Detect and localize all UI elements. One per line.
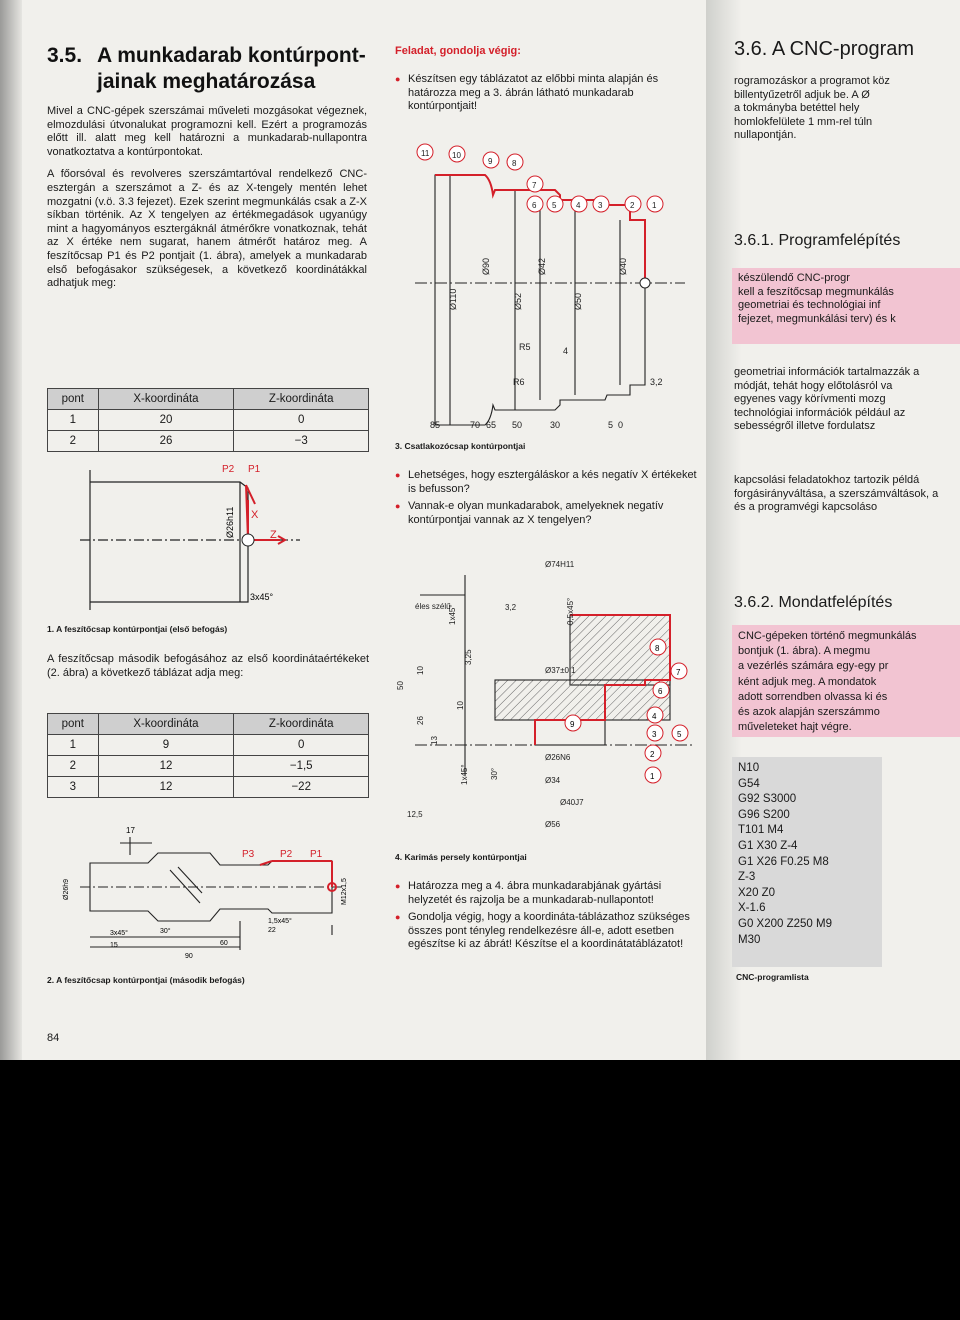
code-line: G1 X30 Z-4 [738, 839, 798, 852]
fig4-label-50: 50 [396, 681, 405, 690]
code-line: X-1.6 [738, 902, 766, 915]
paragraph-1: Mivel a CNC-gépek szerszámai műveleti mozgásokat végeznek, elmozdulási útvonalukat programozni kell. Ezért a programozás előtt ill. alatt meg kell határozni a munkadarab-nullapontra vonatkoztatva a kontúrpontokat. [47, 105, 367, 158]
fig4-point-8: 8 [655, 644, 660, 653]
fig4-label-30deg: 30° [490, 767, 499, 780]
table-row [48, 756, 369, 777]
fig4-label-26n6: Ø26N6 [545, 753, 571, 762]
figure-1-caption: 1. A feszítőcsap kontúrpontjai (első befogás) [47, 624, 228, 634]
fig3-point-2: 2 [630, 201, 635, 210]
fig3-dia-42: Ø42 [537, 257, 547, 275]
section-heading [47, 43, 367, 95]
code-line: G54 [738, 777, 760, 790]
table-cell: 12 [98, 777, 234, 798]
text-line: műveleteket hajt végre. [738, 721, 852, 734]
fig4-label-74h11: Ø74H11 [545, 560, 575, 569]
fig4-label-34: Ø34 [545, 776, 561, 785]
task-list-1 [395, 73, 705, 114]
fig2-dim-90: 90 [185, 953, 193, 960]
table-cell: 2 [48, 431, 99, 452]
right-page [706, 0, 960, 1060]
text-line: adott sorrendben olvassa ki és [738, 690, 888, 703]
fig2-dim-30deg: 30° [160, 928, 171, 935]
fig4-point-1: 1 [650, 772, 655, 781]
table1-header-x: X-koordináta [98, 389, 234, 410]
text-line: nullapontján. [734, 129, 797, 142]
list-item: ● Készítsen egy táblázatot az előbbi minta alapján és határozza meg a 3. ábrán látható munkadarab kontúrpontjait! [395, 73, 705, 114]
fig3-point-3: 3 [598, 201, 603, 210]
fig3-point-10: 10 [452, 151, 461, 160]
text-line: kapcsolási feladatokhoz tartozik példá [734, 474, 920, 486]
text-line: geometriai és technológiai inf [738, 299, 881, 312]
text-line: kell a feszítőcsap megmunkálás [738, 285, 894, 298]
figure-3-drawing [395, 140, 705, 430]
fig4-edge-label: éles szélű [415, 602, 451, 611]
text-line: ként adjuk meg. A mondatok [738, 675, 877, 688]
fig4-label-chamfer-1b: 1x45° [460, 764, 469, 785]
heading-line-2: jainak meghatározása [97, 70, 316, 93]
table-cell: 2 [48, 756, 99, 777]
text-line: bontjuk (1. ábra). A megmu [738, 645, 871, 658]
table2-header-z: Z-koordináta [234, 714, 369, 735]
coordinate-table-2 [47, 713, 369, 798]
text-line: forgásirányváltása, a szerszámváltások, a [734, 487, 939, 500]
table-cell: 0 [234, 735, 369, 756]
text-line: a vezérlés számára egy-egy pr [738, 660, 889, 673]
paragraph-2: A főorsóval és revolveres szerszámtartóval rendelkező CNC-esztergán a szerszámot a Z- és az X-tengely mentén lehet mozgatni (v.ö. 3.3 fejezet). Ezek szerint megmunkálás csak a Z-X síkban történik. Az X tengelyen az értékmegadások ugyanúgy mint a hagyományos esztergáknál átmérőkre vonatkoznak, tehát az X értéke nem sugarat, hanem átmérőt határoz meg. A feszítőcsap P1 és P2 pontjait (1. ábra), amelyek a munkadarab első befogásakor szükségesek, a következő koordinátákkal adhatjuk meg: [47, 168, 367, 290]
fig3-point-8: 8 [512, 159, 517, 168]
fig4-label-125: 12,5 [407, 810, 423, 819]
fig4-point-9: 9 [570, 720, 575, 729]
fig3-dim-70: 70 [470, 420, 481, 430]
code-line: Z-3 [738, 871, 756, 884]
coordinate-table-1 [47, 388, 369, 452]
table2-header-x: X-koordináta [98, 714, 234, 735]
table-cell: 3 [48, 777, 99, 798]
fig3-dia-52: Ø52 [513, 292, 523, 310]
right-subheading-1: 3.6.1. Programfelépítés [734, 232, 901, 249]
fig3-dia-40: Ø40 [618, 257, 628, 275]
code-line: G1 X26 F0.25 M8 [738, 855, 829, 868]
right-info-text [734, 366, 919, 434]
text-line: és a programvégi kapcsoláso [734, 501, 878, 514]
table1-header-z: Z-koordináta [234, 389, 369, 410]
fig4-point-4: 4 [652, 712, 657, 721]
page-number: 84 [47, 1032, 60, 1044]
fig3-dim-0: 0 [618, 420, 624, 430]
code-line: T101 M4 [738, 824, 784, 837]
left-column [47, 43, 367, 291]
table-row [48, 735, 369, 756]
table-cell: 26 [98, 431, 234, 452]
fig4-label-13: 13 [430, 736, 439, 745]
fig3-dim-5: 5 [608, 420, 614, 430]
fig3-point-11: 11 [421, 149, 430, 158]
fig4-point-7: 7 [676, 668, 681, 677]
fig4-label-roughness: 3,2 [505, 603, 517, 612]
fig4-label-325: 3,25 [464, 649, 473, 665]
fig1-p1-label: P1 [248, 464, 261, 475]
figure-3-caption: 3. Csatlakozócsap kontúrpontjai [395, 441, 526, 451]
table-cell: 1 [48, 410, 99, 431]
text-line: sebességről illetve fordulatsz [734, 420, 876, 433]
fig1-chamfer-label: 3x45° [250, 592, 274, 602]
fig2-dim-17: 17 [126, 826, 135, 835]
table-cell: −3 [234, 431, 369, 452]
text-line: billentyűzetről adjuk be. A Ø [734, 88, 870, 101]
list-item: ● Gondolja végig, hogy a koordináta-táblázathoz szükséges összes pont tényleg rendelkezésre áll-e, adott esetben egészítse ki az ábrát! Készítse el a koordinátatáblázatot! [395, 911, 705, 952]
figure-4-drawing [395, 555, 705, 855]
table2-header-pont: pont [48, 714, 99, 735]
fig3-dia-50: Ø50 [573, 292, 583, 310]
list-item: ● Lehetséges, hogy esztergáláskor a kés negatív X értékeket is befusson? [395, 469, 705, 496]
fig1-x-axis-label: X [251, 509, 259, 521]
task-title: Feladat, gondolja végig: [395, 45, 521, 57]
fig2-thread-label: M12x1,5 [341, 878, 348, 905]
fig4-label-37: Ø37±0,1 [545, 666, 576, 675]
fig4-label-chamfer-1: 1x45° [448, 604, 457, 625]
fig4-label-40j7: Ø40J7 [560, 798, 584, 807]
table-cell: −1,5 [234, 756, 369, 777]
text-line: CNC-gépeken történő megmunkálás [738, 630, 917, 642]
fig2-p1-label: P1 [310, 849, 323, 860]
fig4-point-2: 2 [650, 750, 655, 759]
page-gutter-shadow [0, 0, 22, 1060]
code-line: X20 Z0 [738, 886, 776, 899]
fig3-point-1: 1 [652, 201, 657, 210]
code-line: G96 S200 [738, 808, 790, 821]
table-row [48, 777, 369, 798]
figure-4-caption: 4. Karimás persely kontúrpontjai [395, 852, 527, 862]
figure-1-drawing [40, 460, 370, 620]
code-line: M30 [738, 933, 761, 946]
right-switch-text [734, 474, 938, 515]
fig3-dim-30: 30 [550, 420, 561, 430]
table-cell: −22 [234, 777, 369, 798]
fig2-diameter-left: Ø26h9 [63, 878, 70, 900]
right-intro [734, 75, 890, 143]
table1-header-pont: pont [48, 389, 99, 410]
code-line: G92 S3000 [738, 793, 797, 806]
right-pink-text-2 [738, 629, 917, 735]
fig3-radius-r6: R6 [513, 377, 525, 387]
table-cell: 0 [234, 410, 369, 431]
fig2-dim-22: 22 [268, 927, 276, 934]
fig4-label-56: Ø56 [545, 820, 561, 829]
table-row [48, 410, 369, 431]
fig3-point-6: 6 [532, 201, 537, 210]
fig4-label-chamfer-05: 0,5x45° [566, 597, 575, 625]
fig3-radius-r5: R5 [519, 342, 531, 352]
fig4-label-10-b: 10 [456, 701, 465, 710]
text-line: készülendő CNC-progr [738, 272, 850, 284]
fig2-dim-60: 60 [220, 940, 228, 947]
text-line: technológiai információk például az [734, 406, 906, 419]
fig1-z-axis-label: Z [270, 529, 277, 541]
fig3-point-5: 5 [552, 201, 557, 210]
fig4-point-3: 3 [652, 730, 657, 739]
fig2-p2-label: P2 [280, 849, 293, 860]
fig3-dim-50: 50 [512, 420, 523, 430]
table-row [48, 431, 369, 452]
right-heading: 3.6. A CNC-program [734, 38, 915, 60]
fig3-bottom-dimensions [430, 420, 670, 432]
fig3-point-9: 9 [488, 157, 493, 166]
fig3-point-markers [417, 144, 663, 212]
text-line: egyenes vagy körívmenti mozg [734, 393, 886, 406]
cnc-program-caption: CNC-programlista [736, 972, 809, 982]
fig2-dim-15: 15 [110, 942, 118, 949]
heading-line-1: A munkadarab kontúrpont- [97, 44, 366, 67]
fig4-label-26: 26 [416, 716, 425, 725]
fig2-p3-label: P3 [242, 849, 255, 860]
table-cell: 12 [98, 756, 234, 777]
list-item: ● Határozza meg a 4. ábra munkadarabjának gyártási helyzetét és rajzolja be a munkadarab-nullapontot! [395, 880, 705, 907]
fig4-point-6: 6 [658, 687, 663, 696]
fig3-dim-4: 4 [563, 346, 569, 356]
text-line: a tokmányba betéttel hely [734, 102, 860, 115]
code-line: G0 X200 Z250 M9 [738, 917, 832, 930]
right-pink-text-1 [738, 272, 896, 326]
table-cell: 1 [48, 735, 99, 756]
code-line: N10 [738, 762, 760, 774]
fig2-chamfer-2: 1,5x45° [268, 918, 292, 925]
figure-2-caption: 2. A feszítőcsap kontúrpontjai (második befogás) [47, 975, 245, 985]
table-cell: 9 [98, 735, 234, 756]
task-list-2 [395, 469, 705, 527]
fig1-p2-label: P2 [222, 464, 235, 475]
fig3-dia-110: Ø110 [448, 288, 458, 310]
cnc-program-listing [732, 757, 882, 967]
table-cell: 20 [98, 410, 234, 431]
list-item: ● Vannak-e olyan munkadarabok, amelyeknek negatív kontúrpontjai vannak az X tengelyen? [395, 500, 705, 527]
fig4-point-5: 5 [677, 730, 682, 739]
text-line: homlokfelülete 1 mm-rel túln [734, 115, 873, 128]
fig3-surface-roughness: 3,2 [650, 377, 663, 387]
fig3-dim-85: 85 [430, 420, 441, 430]
fig1-diameter-label: Ø26h11 [225, 506, 235, 538]
figure-2-drawing [40, 825, 370, 970]
fig3-point-4: 4 [576, 201, 581, 210]
fig3-dia-90: Ø90 [481, 257, 491, 275]
paragraph-3: A feszítőcsap második befogásához az első koordinátaértékeket (2. ábra) a következő táblázat adja meg: [47, 653, 369, 679]
text-line: geometriai információk tartalmazzák a [734, 366, 920, 378]
text-line: fejezet, megmunkálási terv) és k [738, 312, 896, 325]
fig3-dim-65: 65 [486, 420, 497, 430]
text-line: módját, tehát hogy előtolásról va [734, 379, 893, 392]
fig2-chamfer-1: 3x45° [110, 930, 128, 937]
task-list-3 [395, 880, 705, 952]
right-subheading-2: 3.6.2. Mondatfelépítés [734, 594, 893, 611]
fig4-label-10: 10 [416, 666, 425, 675]
section-number: 3.5. [47, 44, 83, 67]
fig3-point-7: 7 [532, 181, 537, 190]
text-line: rogramozáskor a programot köz [734, 75, 890, 87]
text-line: és azok alapján szerszámmo [738, 706, 880, 719]
